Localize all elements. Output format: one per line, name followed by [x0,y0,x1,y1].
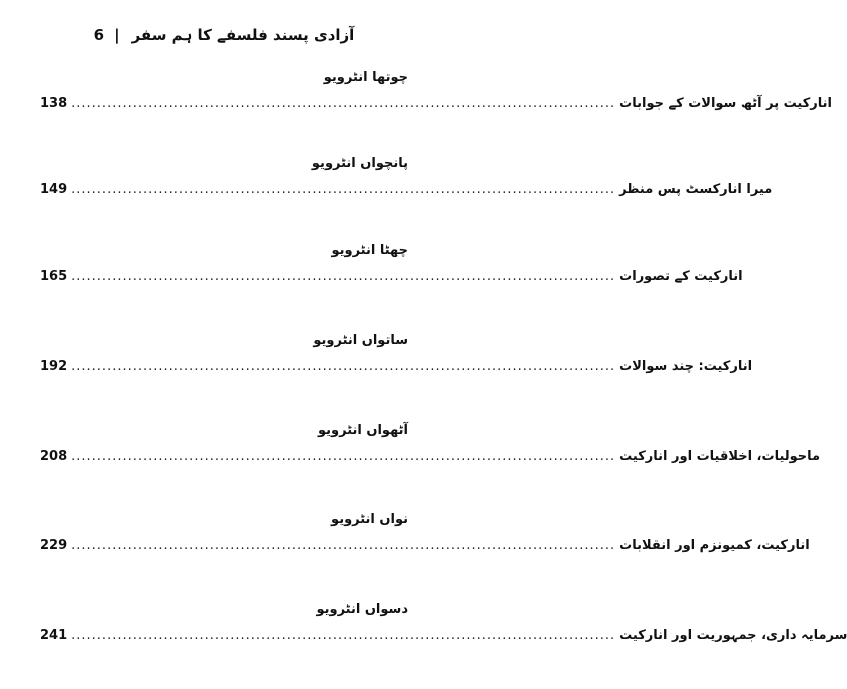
toc-entry [40,96,832,111]
entry-page-number: 229 [40,538,68,553]
book-title: آزادی پسند فلسفے کا ہم سفر [131,26,355,44]
interview-heading: دسواں انٹرویو [316,602,408,617]
entry-title: ماحولیات، اخلاقیات اور انارکیت [619,449,821,464]
toc-entry [40,449,821,464]
interview-heading: آٹھواں انٹرویو [318,423,408,438]
leader-dots: .......................................................................................................... [71,182,616,197]
interview-heading: چوتھا انٹرویو [323,70,408,85]
interview-heading: پانچواں انٹرویو [311,156,408,171]
leader-dots: .......................................................................................................... [71,359,616,374]
toc-entry [40,182,773,197]
toc-entry [40,538,810,553]
leader-dots: .......................................................................................................... [71,538,616,553]
entry-title: انارکیت، کمیونزم اور انقلابات [619,538,810,553]
entry-page-number: 149 [40,182,68,197]
leader-dots: .......................................................................................................... [71,628,616,643]
entry-title: میرا انارکسٹ پس منظر [619,182,773,197]
entry-title: انارکیت کے تصورات [619,269,743,284]
entry-page-number: 208 [40,449,68,464]
interview-heading: ساتواں انٹرویو [313,333,408,348]
leader-dots: .......................................................................................................... [71,449,616,464]
toc-entry [40,359,753,374]
entry-page-number: 192 [40,359,68,374]
leader-dots: .......................................................................................................... [71,269,616,284]
interview-heading: نواں انٹرویو [331,512,408,527]
entry-title: انارکیت: چند سوالات [619,359,753,374]
entry-page-number: 165 [40,269,68,284]
interview-heading: چھٹا انٹرویو [331,243,408,258]
entry-page-number: 138 [40,96,68,111]
entry-title: سرمایہ داری، جمہوریت اور انارکیت [619,628,847,643]
page-header [0,26,448,44]
entry-title: انارکیت پر آٹھ سوالات کے جوابات [619,96,832,111]
page-number: 6 [93,26,105,44]
toc-entry [40,269,743,284]
leader-dots: .......................................................................................................... [71,96,616,111]
toc-entry [40,628,847,643]
header-separator: | [114,26,120,44]
entry-page-number: 241 [40,628,68,643]
